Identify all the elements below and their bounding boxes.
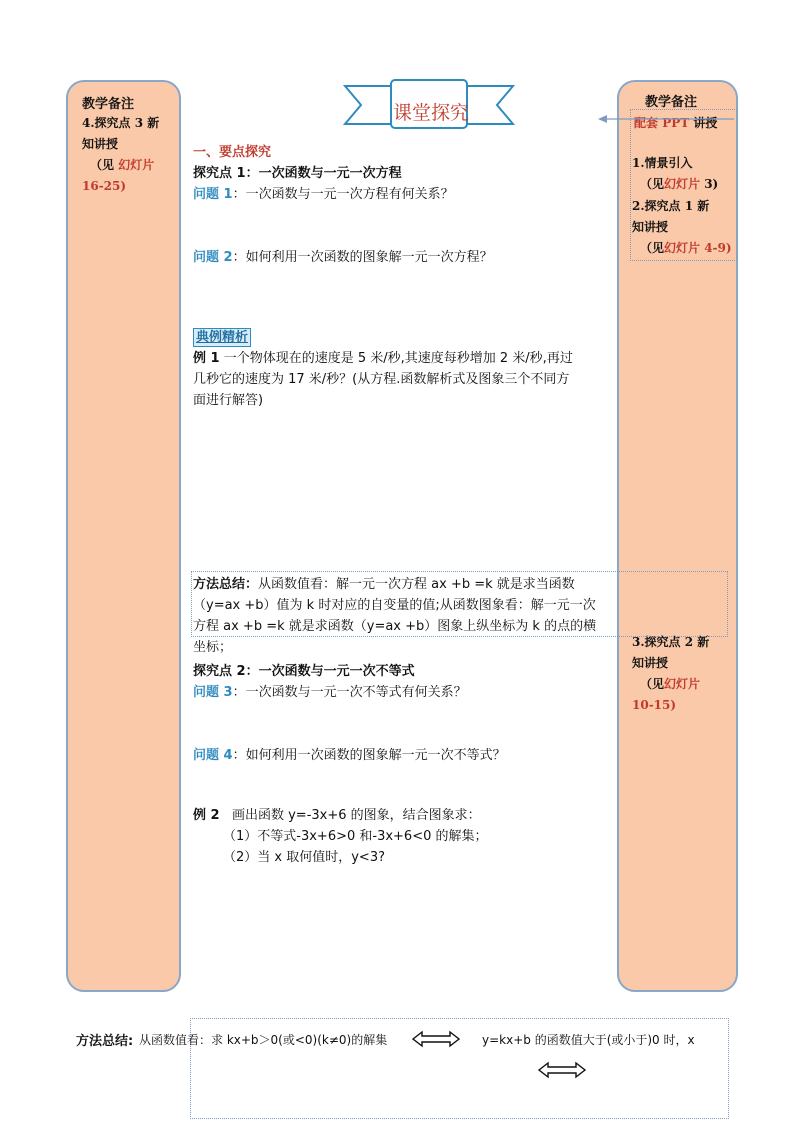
example-2-item2: （2）当 x 取何值时，y<3? — [223, 850, 385, 865]
question-3-label: 问题 3 — [193, 685, 233, 700]
banner-title: 课堂探究 — [392, 102, 469, 124]
question-1 — [193, 183, 454, 202]
ppt-note-prefix: 配套 — [634, 116, 659, 130]
example-1-label: 例 1 — [193, 351, 220, 366]
example-2-label: 例 2 — [193, 808, 220, 823]
right-note2-see: （见 — [640, 241, 665, 255]
right-note3-line1: 3.探究点 2 新 — [632, 635, 710, 649]
right-note1-slide-num: 3) — [700, 177, 719, 191]
right-note3-line2: 知讲授 — [632, 656, 669, 670]
left-note-line2: 知讲授 — [82, 137, 119, 151]
example-1-line3: 面进行解答) — [193, 393, 264, 408]
method-summary-1 — [193, 574, 623, 658]
right-note2-slide-num: 4-9) — [700, 241, 732, 255]
double-arrow-icon — [538, 1061, 586, 1079]
right-note2-slide-label: 幻灯片 — [664, 241, 701, 255]
method-summary-2-text-left: 从函数值看：求 kx+b＞0(或<0)(k≠0)的解集 — [139, 1033, 388, 1047]
example-1-line1 — [193, 348, 613, 369]
example-badge-wrap — [193, 328, 251, 347]
right-note1-line1: 1.情景引入 — [632, 156, 693, 170]
question-2-text: ：如何利用一次函数的图象解一元一次方程？ — [232, 250, 493, 265]
section-title: 一、要点探究 — [193, 145, 272, 160]
point1-title: 探究点 1：一次函数与一元一次方程 — [193, 166, 402, 181]
right-note2-line1: 2.探究点 1 新 — [632, 199, 710, 213]
right-note3-line4: 10-15) — [632, 698, 677, 712]
question-4 — [193, 744, 506, 763]
example-2-line1 — [193, 805, 488, 826]
ppt-note-suffix: 讲授 — [693, 116, 718, 130]
question-3-text: ：一次函数与一元一次不等式有何关系？ — [232, 685, 467, 700]
example-2 — [193, 805, 488, 868]
right-note1-slide-label: 幻灯片 — [664, 177, 701, 191]
example-2-text: 画出函数 y=-3x+6 的图象，结合图象求： — [231, 808, 481, 823]
left-note-slide-label: 幻灯片 — [118, 158, 155, 172]
method-summary-1-line4: 坐标； — [193, 640, 233, 655]
method-summary-2-text-right: y=kx+b 的函数值大于(或小于)0 时，x — [482, 1033, 695, 1047]
point2-title: 探究点 2：一次函数与一元一次不等式 — [193, 664, 415, 679]
left-note-line1: 4.探究点 3 新 — [82, 116, 160, 130]
method-summary-1-line3: 方程 ax +b =k 就是求函数（y=ax +b）图象上纵坐标为 k 的点的横 — [193, 619, 597, 634]
question-2 — [193, 246, 493, 265]
left-notes-panel — [66, 80, 181, 992]
left-note-line4: 16-25) — [82, 179, 127, 193]
pointer-arrow-icon — [596, 112, 736, 126]
question-4-text: ：如何利用一次函数的图象解一元一次不等式？ — [232, 748, 506, 763]
left-note-see: （见 — [90, 158, 115, 172]
double-arrow-icon — [412, 1030, 460, 1048]
right-note2-line2: 知讲授 — [632, 220, 669, 234]
question-1-text: ：一次函数与一元一次方程有何关系？ — [232, 187, 454, 202]
example-1-text1: 一个物体现在的速度是 5 米/秒,其速度每秒增加 2 米/秒,再过 — [223, 351, 573, 366]
right-note3-see: （见 — [640, 677, 665, 691]
method-summary-1-text1: 从函数值看：解一元一次方程 ax +b =k 就是求当函数 — [258, 577, 575, 592]
right-note1-see: （见 — [640, 177, 665, 191]
method-summary-1-line1 — [193, 574, 623, 595]
method-summary-1-label: 方法总结： — [193, 577, 259, 592]
right-note1-line2 — [640, 174, 718, 195]
method-summary-1-line2: （y=ax +b）值为 k 时对应的自变量的值;从函数图象看：解一元一次 — [193, 598, 596, 613]
example-2-item1: （1）不等式-3x+6>0 和-3x+6<0 的解集； — [223, 829, 488, 844]
right-notes-title: 教学备注 — [645, 95, 698, 110]
left-notes-title: 教学备注 — [82, 97, 135, 112]
right-note3-line3 — [640, 674, 700, 695]
right-note2-line3 — [640, 238, 732, 259]
question-1-label: 问题 1 — [193, 187, 233, 202]
example-1 — [193, 348, 613, 411]
ppt-note-ppt: PPT — [662, 116, 690, 130]
question-2-label: 问题 2 — [193, 250, 233, 265]
example-1-line2: 几秒它的速度为 17 米/秒？(从方程.函数解析式及图象三个不同方 — [193, 372, 570, 387]
question-3 — [193, 681, 467, 700]
method-summary-2-label: 方法总结: — [76, 1034, 134, 1049]
right-note3-slide-label: 幻灯片 — [664, 677, 701, 691]
question-4-label: 问题 4 — [193, 748, 233, 763]
example-badge: 典例精析 — [193, 328, 251, 347]
left-note-line3 — [90, 155, 154, 176]
